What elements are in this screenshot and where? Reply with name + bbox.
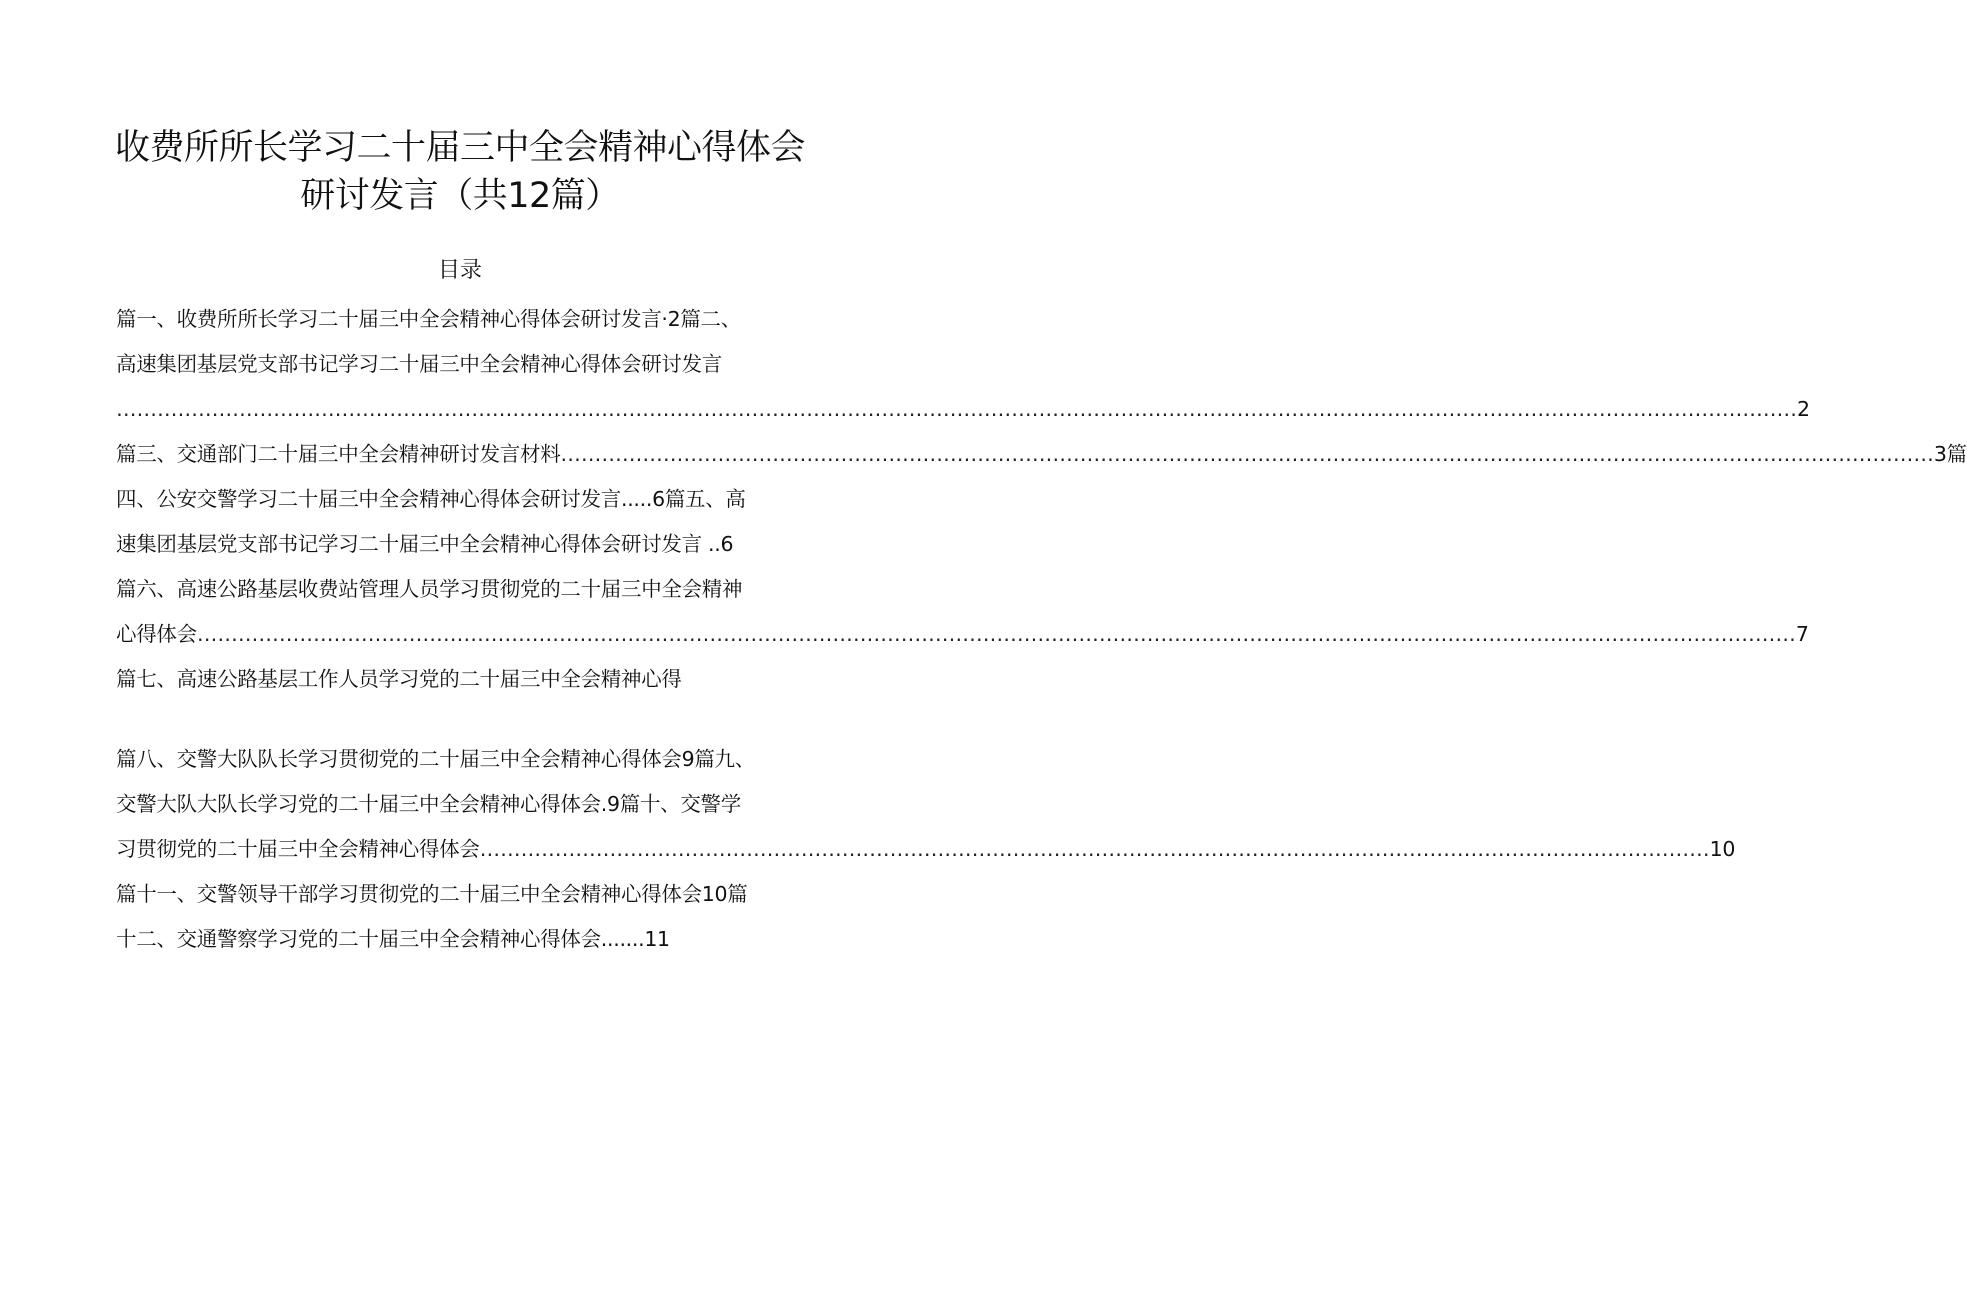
toc-line: 篇十一、交警领导干部学习贯彻党的二十届三中全会精神心得体会10篇 (116, 882, 748, 906)
toc-line: 四、公安交警学习二十届三中全会精神心得体会研讨发言.....6篇五、高 (116, 487, 746, 511)
document-title-line-1: 收费所所长学习二十届三中全会精神心得体会 (114, 128, 805, 168)
toc-line: 高速集团基层党支部书记学习二十届三中全会精神心得体会研讨发言 (116, 352, 722, 376)
toc-heading: 目录 (437, 258, 482, 283)
toc-entry-text: 篇三、交通部门二十届三中全会精神研讨发言材料 (116, 442, 561, 466)
toc-line: 速集团基层党支部书记学习二十届三中全会精神心得体会研讨发言 ..6 (116, 532, 734, 556)
toc-page-number: 2 (1797, 397, 1810, 421)
toc-line: 篇八、交警大队队长学习贯彻党的二十届三中全会精神心得体会9篇九、 (116, 747, 755, 771)
toc-line (116, 394, 1810, 424)
toc-leader-dots: ………………………………………………………………………………………………………………………………………………………………………………… (560, 442, 1934, 466)
toc-line: 篇七、高速公路基层工作人员学习党的二十届三中全会精神心得 (116, 667, 682, 691)
toc-line (116, 439, 1967, 469)
toc-line: 篇六、高速公路基层收费站管理人员学习贯彻党的二十届三中全会精神 (116, 577, 743, 601)
toc-leader-dots: ………………………………………………………………………………………………………………………………………………………………………………………………………………………… (116, 397, 1797, 421)
toc-leader-dots: ……………………………………………………………………………………………………………………………………………………………………………………………………………… (196, 622, 1796, 646)
toc-entry-text: 心得体会 (116, 622, 197, 646)
toc-line (116, 834, 1736, 864)
toc-entry-text: 习贯彻党的二十届三中全会精神心得体会 (116, 837, 480, 861)
toc-line: 篇一、收费所所长学习二十届三中全会精神心得体会研讨发言·2篇二、 (116, 307, 741, 331)
toc-page-number: 10 (1709, 837, 1736, 861)
toc-leader-dots: ……………………………………………………………………………………………………………………………………………………………… (479, 837, 1710, 861)
toc-line: 交警大队大队长学习党的二十届三中全会精神心得体会.9篇十、交警学 (116, 792, 741, 816)
toc-line (116, 619, 1809, 649)
document-title-line-2: 研讨发言（共12篇） (300, 176, 620, 216)
toc-page-number: 7 (1795, 622, 1809, 646)
toc-line: 十二、交通警察学习党的二十届三中全会精神心得体会.......11 (116, 927, 670, 951)
toc-page-number: 3篇 (1933, 442, 1967, 466)
